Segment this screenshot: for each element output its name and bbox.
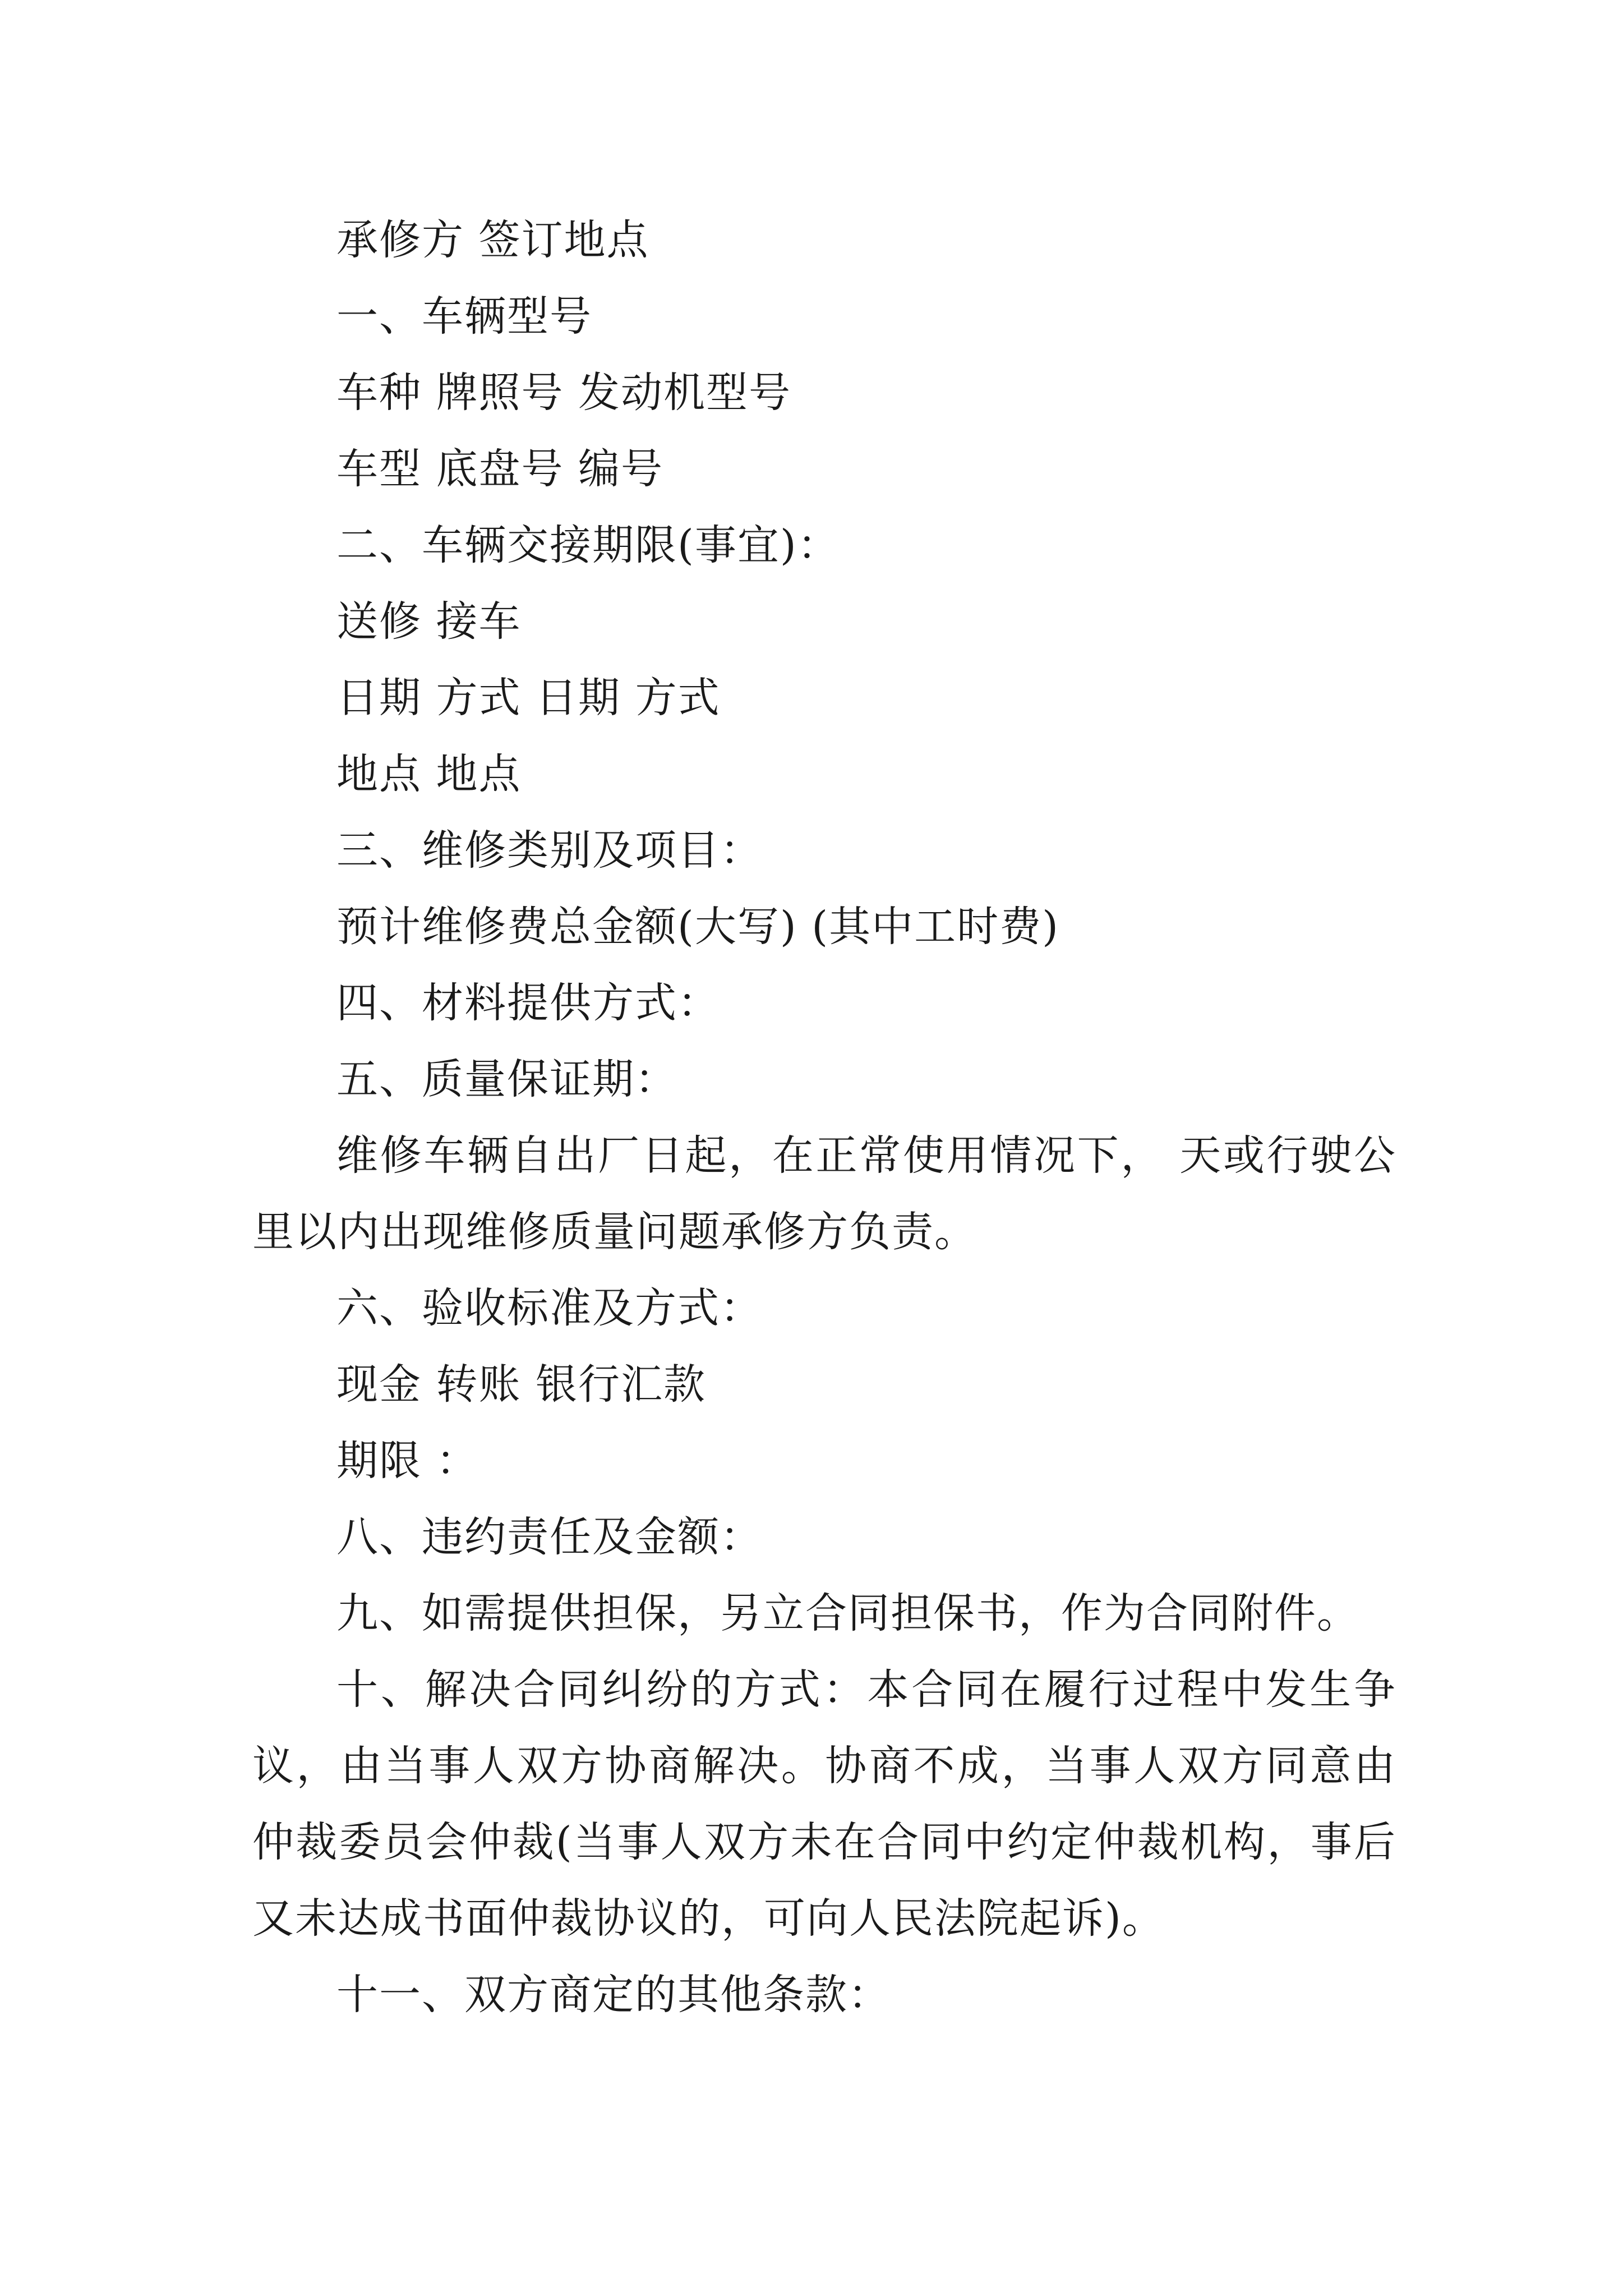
paragraph-other-terms-heading: 十一、双方商定的其他条款：	[336, 1971, 891, 2019]
paragraph-location: 地点 地点	[336, 750, 522, 798]
paragraph-vehicle-chassis-number: 车型 底盘号 编号	[336, 445, 664, 493]
paragraph-date-method: 日期 方式 日期 方式	[336, 674, 721, 722]
paragraph-estimated-cost: 预计维修费总金额(大写) (其中工时费)	[336, 903, 1060, 951]
paragraph-payment-deadline: 期限 ：	[336, 1437, 479, 1485]
document-body	[252, 202, 1396, 2033]
paragraph-signing-party: 承修方 签订地点	[336, 216, 649, 264]
paragraph-repair-category-heading: 三、维修类别及项目：	[336, 826, 763, 875]
paragraph-warranty-heading: 五、质量保证期：	[336, 1055, 677, 1103]
paragraph-delivery-pickup: 送修 接车	[336, 597, 522, 646]
paragraph-vehicle-model-heading: 一、车辆型号	[336, 292, 592, 341]
paragraph-payment-methods: 现金 转账 银行汇款	[336, 1360, 707, 1409]
paragraph-liability-heading: 八、违约责任及金额：	[336, 1513, 763, 1561]
paragraph-handover-heading: 二、车辆交接期限(事宜)：	[336, 521, 840, 569]
paragraph-material-supply-heading: 四、材料提供方式：	[336, 979, 720, 1027]
paragraph-dispute-resolution: 十、解决合同纠纷的方式：本合同在履行过程中发生争议，由当事人双方协商解决。协商不成，当事人双方同意由仲裁委员会仲裁(当事人双方未在合同中约定仲裁机构，事后又未达成书面仲裁协议的，可向人民法院起诉)。	[252, 1665, 1396, 1943]
paragraph-acceptance-heading: 六、验收标准及方式：	[336, 1284, 763, 1332]
paragraph-guarantee: 九、如需提供担保，另立合同担保书，作为合同附件。	[336, 1589, 1359, 1637]
paragraph-vehicle-type-plate-engine: 车种 牌照号 发动机型号	[336, 369, 792, 417]
paragraph-warranty-terms: 维修车辆自出厂日起，在正常使用情况下， 天或行驶公里以内出现维修质量问题承修方负责。	[252, 1131, 1396, 1256]
